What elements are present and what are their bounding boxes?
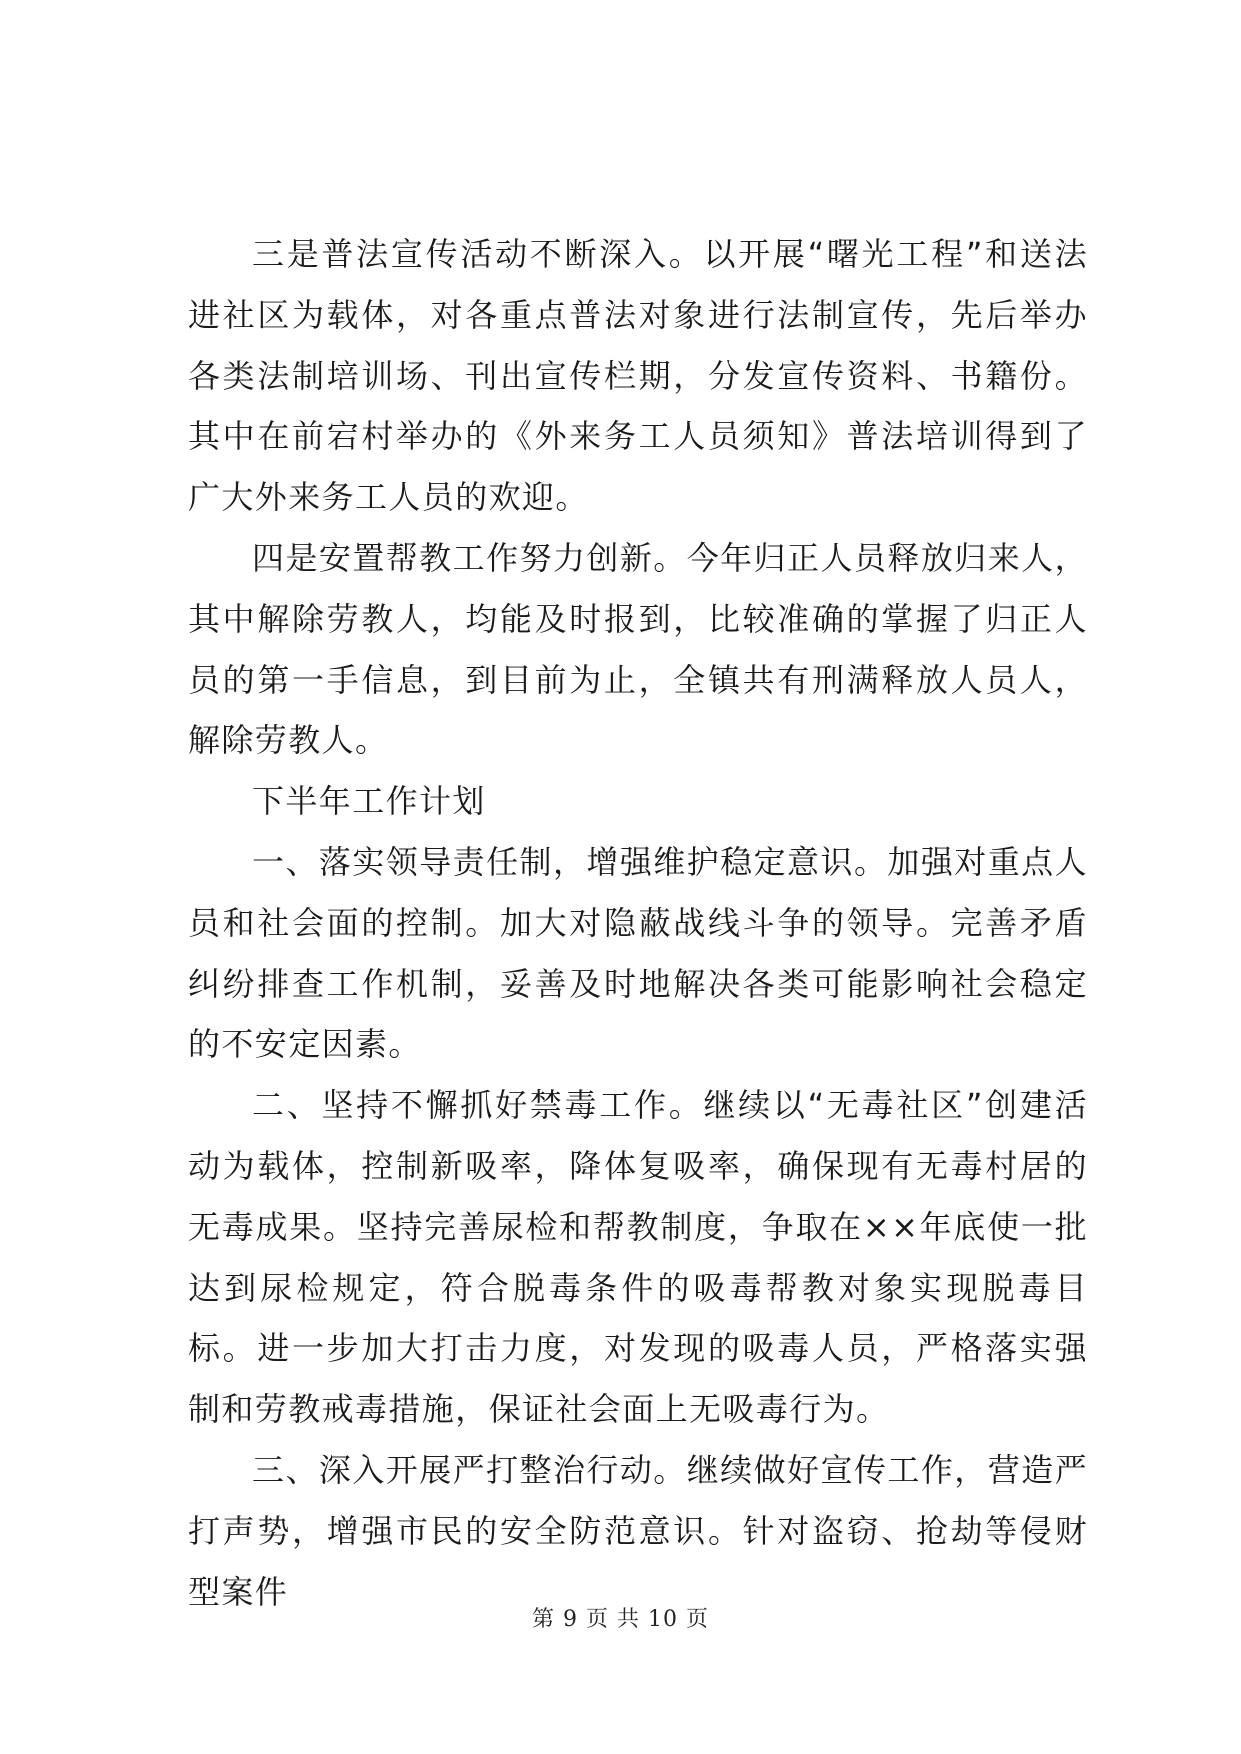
section-heading-plan: 下半年工作计划 xyxy=(252,782,486,821)
page-number-footer: 第 9 页 共 10 页 xyxy=(532,1607,709,1632)
paragraph-plan-item-1: 一、落实领导责任制，增强维护稳定意识。加强对重点人员和社会面的控制。加大对隐蔽战线斗争的领导。完善矛盾纠纷排查工作机制，妥善及时地解决各类可能影响社会稳定的不安定因素。 xyxy=(188,842,1088,1064)
paragraph-plan-item-2: 二、坚持不懈抓好禁毒工作。继续以“无毒社区”创建活动为载体，控制新吸率，降体复吸率，确保现有无毒村居的无毒成果。坚持完善尿检和帮教制度，争取在××年底使一批达到尿检规定，符合脱毒条件的吸毒帮教对象实现脱毒目标。进一步加大打击力度，对发现的吸毒人员，严格落实强制和劳教戒毒措施，保证社会面上无吸毒行为。 xyxy=(188,1086,1088,1429)
paragraph-legal-publicity: 三是普法宣传活动不断深入。以开展“曙光工程”和送法进社区为载体，对各重点普法对象进行法制宣传，先后举办各类法制培训场、刊出宣传栏期，分发宣传资料、书籍份。其中在前宕村举办的《外来务工人员须知》普法培训得到了广大外来务工人员的欢迎。 xyxy=(188,235,1088,517)
paragraph-resettlement: 四是安置帮教工作努力创新。今年归正人员释放归来人，其中解除劳教人，均能及时报到，比较准确的掌握了归正人员的第一手信息，到目前为止，全镇共有刑满释放人员人，解除劳教人。 xyxy=(188,538,1088,760)
document-body xyxy=(188,224,1088,1622)
paragraph-plan-item-3: 三、深入开展严打整治行动。继续做好宣传工作，营造严打声势，增强市民的安全防范意识。针对盗窃、抢劫等侵财型案件 xyxy=(188,1450,1088,1611)
